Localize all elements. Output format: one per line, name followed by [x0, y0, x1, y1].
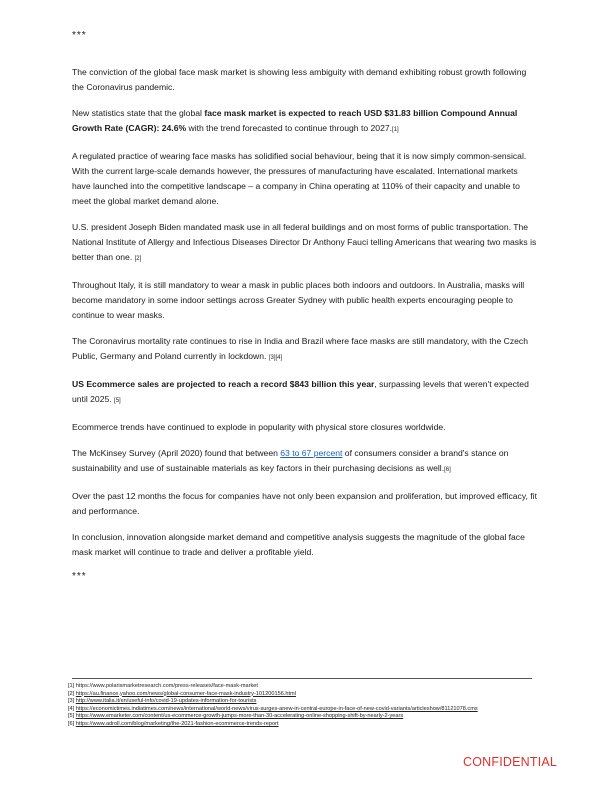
footnote-url[interactable]: https://au.finance.yahoo.com/news/global-consumer-face-mask-industry-101200156.html	[75, 690, 296, 697]
section-separator-top: ***	[72, 30, 87, 41]
footnote-number: [4]	[68, 705, 75, 712]
footnote-item	[68, 713, 538, 721]
footnote-url[interactable]: https://www.emarketer.com/content/us-ecommerce-growth-jumps-more-than-30-accelerating-online-shopping-shift-by-nearly-2-years	[75, 713, 404, 720]
statistics-highlight: face mask market is expected to reach USD $31.83 billion Compound Annual Growth Rate (CAGR): 24.6%	[72, 108, 518, 133]
footnote-ref-6[interactable]: [6]	[444, 467, 451, 473]
footnote-number: [6]	[68, 720, 75, 727]
mckinsey-text-post: of consumers consider a brand's stance on sustainability and use of sustainable materials as key factors in their purchasing decisions as well.	[72, 448, 509, 473]
paragraph-mortality-rate	[72, 334, 538, 366]
footnote-ref-5[interactable]: [5]	[114, 398, 121, 404]
paragraph-statistics	[72, 106, 538, 138]
footnote-number: [1]	[68, 683, 75, 689]
footnote-url[interactable]: https://www.adroll.com/blog/marketing/the-2021-fashion-ecommerce-trends-report	[75, 720, 279, 727]
footnote-ref-3-4[interactable]: [3][4]	[268, 355, 283, 361]
paragraph-biden-mandate	[72, 220, 538, 267]
paragraph-italy-australia: Throughout Italy, it is still mandatory to wear a mask in public places both indoors and outdoors. In Australia, masks will become mandatory in some indoor settings across Greater Sydney with public health experts encouraging people to continue to wear masks.	[72, 280, 525, 320]
paragraph-conclusion: In conclusion, innovation alongside market demand and competitive analysis suggests the magnitude of the global face mask market will continue to trade and deliver a profitable yield.	[72, 532, 525, 557]
mortality-text: The Coronavirus mortality rate continues to rise in India and Brazil where face masks are still mandatory, with the Czech Public, Germany and Poland currently in lockdown.	[72, 336, 528, 361]
footnote-item	[68, 691, 538, 699]
footnote-url[interactable]: https://www.polarismarketresearch.com/press-releases/face-mask-market	[75, 683, 258, 689]
footnote-ref-2[interactable]: [2]	[134, 256, 142, 262]
section-separator-bottom: ***	[72, 571, 87, 582]
paragraph-market-conviction: The conviction of the global face mask market is showing less ambiguity with demand exhibiting robust growth following the Coronavirus pandemic.	[72, 67, 527, 92]
footnote-url[interactable]: https://economictimes.indiatimes.com/news/international/world-news/virus-surges-anew-in-central-europe-in-face-of-new-covid-variants/articleshow/81121078.cms	[75, 705, 478, 712]
footnote-item	[68, 721, 538, 729]
biden-text: U.S. president Joseph Biden mandated mask use in all federal buildings and on most forms of public transportation. The National Institute of Allergy and Infectious Diseases Director Dr Anthony Fauci telling Americans that wearing two masks is better than one.	[72, 222, 537, 262]
footnote-number: [5]	[68, 713, 75, 720]
paragraph-ecommerce-trends: Ecommerce trends have continued to explode in popularity with physical store closures worldwide.	[72, 422, 446, 432]
statistics-text-pre: New statistics state that the global	[72, 108, 205, 118]
paragraph-mckinsey	[72, 446, 538, 478]
paragraph-past-12-months: Over the past 12 months the focus for companies have not only been expansion and proliferation, but improved efficacy, fit and performance.	[72, 491, 537, 516]
footnote-divider	[72, 678, 532, 679]
ecommerce-text: , surpassing levels that weren't expected until 2025.	[72, 379, 529, 404]
footnote-number: [2]	[68, 690, 75, 697]
footnote-url[interactable]: http://www.italia.it/en/useful-info/covid-19-updates-information-for-tourists	[75, 698, 257, 705]
statistics-text-post: with the trend forecasted to continue through to 2027.	[186, 123, 393, 133]
paragraph-regulated-practice: A regulated practice of wearing face masks has solidified social behaviour, being that it is now simply common-sensical. With the current large-scale demands however, the pressures of manufacturing have escalated. International markets have launched into the competitive landscape – a company in China operating at 110% of their capacity and unable to meet the global market demand alone.	[72, 151, 527, 206]
footnote-item	[68, 706, 538, 714]
confidential-label: CONFIDENTIAL	[463, 755, 558, 769]
footnotes-list	[68, 683, 538, 729]
mckinsey-percent-link[interactable]: 63 to 67 percent	[280, 448, 343, 458]
footnote-item	[68, 683, 538, 691]
footnote-number: [3]	[68, 698, 75, 705]
footnote-ref-1[interactable]: [1]	[392, 127, 399, 133]
ecommerce-highlight: US Ecommerce sales are projected to reach a record $843 billion this year	[72, 379, 375, 389]
document-body	[72, 30, 538, 606]
footnote-item	[68, 698, 538, 706]
mckinsey-text-pre: The McKinsey Survey (April 2020) found that between	[72, 448, 281, 458]
paragraph-us-ecommerce	[72, 377, 538, 409]
